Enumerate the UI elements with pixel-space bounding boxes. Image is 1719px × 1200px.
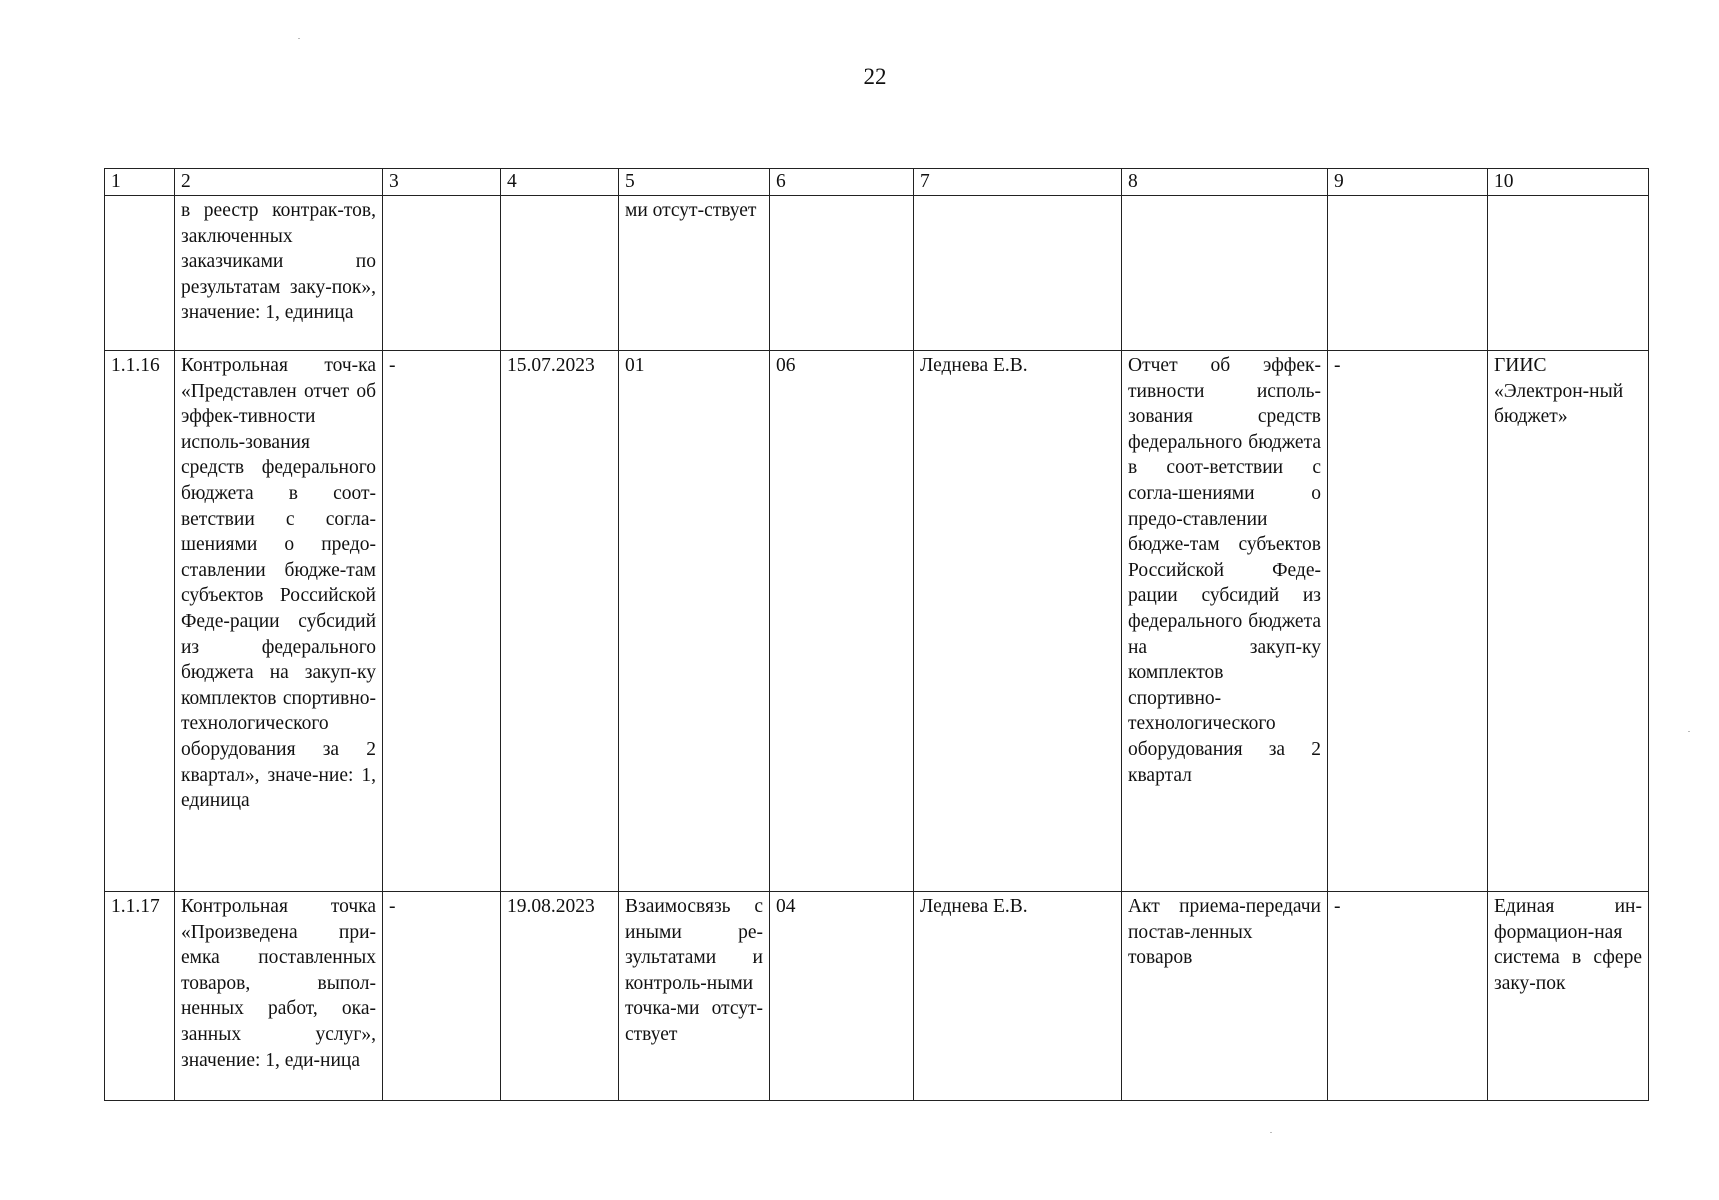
due-date bbox=[501, 196, 619, 351]
due-date: 15.07.2023 bbox=[501, 351, 619, 892]
column-header-9: 9 bbox=[1328, 169, 1488, 196]
type-code: 06 bbox=[770, 351, 914, 892]
type-code: 04 bbox=[770, 892, 914, 1101]
responsible-person bbox=[914, 196, 1122, 351]
column-3-value: - bbox=[383, 351, 501, 892]
column-header-7: 7 bbox=[914, 169, 1122, 196]
column-header-1: 1 bbox=[105, 169, 175, 196]
document-type: Акт приема-передачи постав-ленных товаров bbox=[1122, 892, 1328, 1101]
column-9-value: - bbox=[1328, 892, 1488, 1101]
column-header-2: 2 bbox=[175, 169, 383, 196]
responsible-person: Леднева Е.В. bbox=[914, 892, 1122, 1101]
row-number bbox=[105, 196, 175, 351]
document-type bbox=[1122, 196, 1328, 351]
table-row bbox=[105, 351, 1649, 892]
information-system: Единая ин-формацион-ная система в сфере заку-пок bbox=[1488, 892, 1649, 1101]
due-date: 19.08.2023 bbox=[501, 892, 619, 1101]
table-row bbox=[105, 892, 1649, 1101]
column-number-header-row bbox=[105, 169, 1649, 196]
page-number: 22 bbox=[863, 64, 887, 89]
column-header-6: 6 bbox=[770, 169, 914, 196]
column-9-value bbox=[1328, 196, 1488, 351]
type-code bbox=[770, 196, 914, 351]
control-point-name: в реестр контрак-тов, заключенных заказчиками по результатам заку-пок», значение: 1, единица bbox=[175, 196, 383, 351]
table-row bbox=[105, 196, 1649, 351]
control-point-name: Контрольная точ-ка «Представлен отчет об эффек-тивности исполь-зования средств федерального бюджета в соот-ветствии с согла-шениями о предо-ставлении бюдже-там субъектов Российской Феде-рации субсидий из федерального бюджета на закуп-ку комплектов спортивно-технологического оборудования за 2 квартал», значе-ние: 1, единица bbox=[175, 351, 383, 892]
column-9-value: - bbox=[1328, 351, 1488, 892]
row-number: 1.1.16 bbox=[105, 351, 175, 892]
column-header-3: 3 bbox=[383, 169, 501, 196]
column-header-5: 5 bbox=[619, 169, 770, 196]
row-number: 1.1.17 bbox=[105, 892, 175, 1101]
column-3-value: - bbox=[383, 892, 501, 1101]
column-header-8: 8 bbox=[1122, 169, 1328, 196]
information-system bbox=[1488, 196, 1649, 351]
relation: Взаимосвязь с иными ре-зультатами и контроль-ными точка-ми отсут-ствует bbox=[619, 892, 770, 1101]
column-header-4: 4 bbox=[501, 169, 619, 196]
responsible-person: Леднева Е.В. bbox=[914, 351, 1122, 892]
scan-speck bbox=[1688, 731, 1690, 732]
control-points-table bbox=[104, 168, 1649, 1101]
column-header-10: 10 bbox=[1488, 169, 1649, 196]
control-point-name: Контрольная точка «Произведена при-емка поставленных товаров, выпол-ненных работ, ока-занных услуг», значение: 1, еди-ница bbox=[175, 892, 383, 1101]
scan-speck bbox=[298, 38, 300, 39]
column-3-value bbox=[383, 196, 501, 351]
relation: 01 bbox=[619, 351, 770, 892]
scan-speck bbox=[1270, 1132, 1272, 1133]
relation: ми отсут-ствует bbox=[619, 196, 770, 351]
document-type: Отчет об эффек-тивности исполь-зования средств федерального бюджета в соот-ветствии с согла-шениями о предо-ставлении бюдже-там субъектов Российской Феде-рации субсидий из федерального бюджета на закуп-ку комплектов спортивно-технологического оборудования за 2 квартал bbox=[1122, 351, 1328, 892]
information-system: ГИИС «Электрон-ный бюджет» bbox=[1488, 351, 1649, 892]
